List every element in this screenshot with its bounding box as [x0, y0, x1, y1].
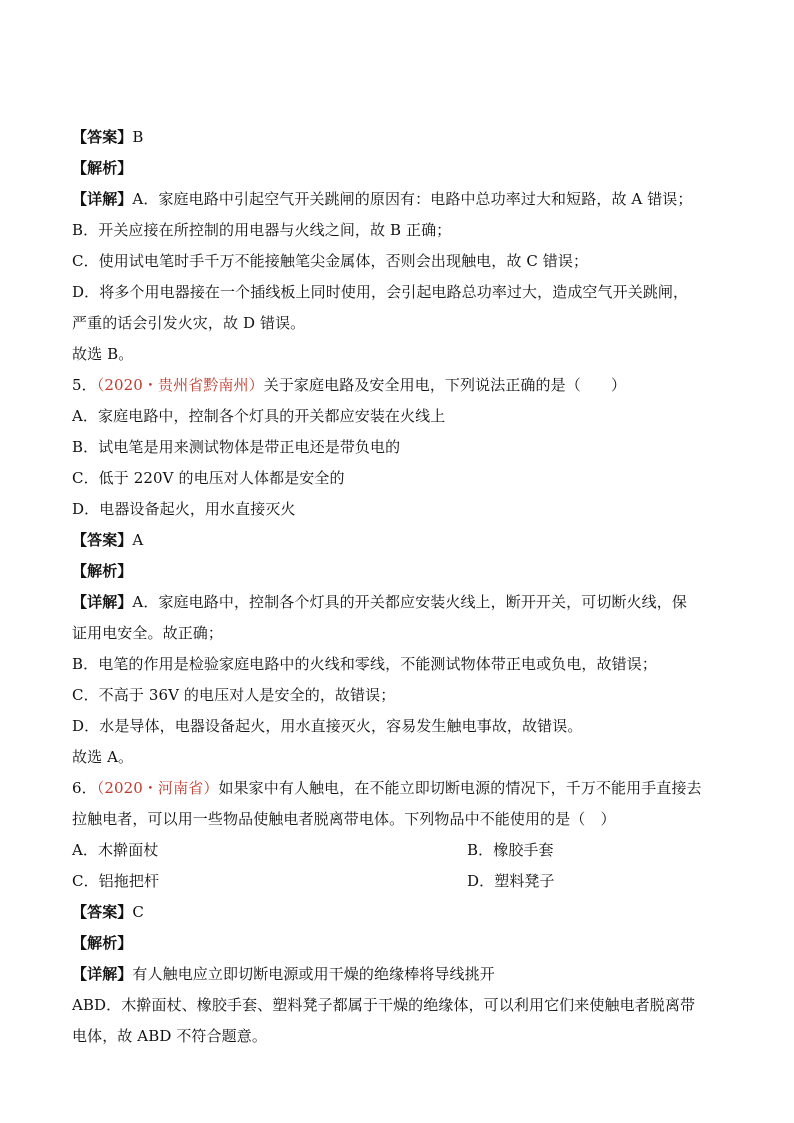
- q5-option-d: D．电器设备起火，用水直接灭火: [72, 500, 296, 518]
- q6-stem: [72, 778, 724, 798]
- q6-option-b: B．橡胶手套: [467, 841, 554, 859]
- answer-label: 【答案】: [72, 128, 133, 146]
- q6-detail-line: 电体，故 ABD 不符合题意。: [72, 1027, 267, 1045]
- q5-detail-line: [72, 592, 724, 612]
- q5-conclusion: 故选 A。: [72, 748, 134, 766]
- detail-text: A．家庭电路中引起空气开关跳闸的原因有：电路中总功率过大和短路，故 A 错误；: [132, 190, 693, 208]
- q4-detail-line: D．将多个用电器接在一个插线板上同时使用，会引起电路总功率过大，造成空气开关跳闸，: [72, 283, 689, 301]
- q5-detail-line: D．水是导体，电器设备起火，用水直接灭火，容易发生触电事故，故错误。: [72, 717, 583, 735]
- detail-text: A．家庭电路中，控制各个灯具的开关都应安装火线上，断开开关，可切断火线，保: [132, 593, 687, 611]
- question-text: 如果家中有人触电，在不能立即切断电源的情况下，千万不能用手直接去: [218, 779, 702, 797]
- q6-options-row-1: [72, 840, 724, 860]
- q6-analysis-label: [72, 933, 724, 953]
- answer-label: 【答案】: [72, 531, 133, 549]
- answer-value: B: [132, 128, 144, 146]
- q4-answer-line: [72, 127, 724, 147]
- q4-detail-line: [72, 189, 724, 209]
- q5-option-b: B．试电笔是用来测试物体是带正电还是带负电的: [72, 438, 401, 456]
- q6-detail-line: [72, 964, 724, 984]
- q6-answer-line: [72, 902, 724, 922]
- q6-option-d: D．塑料凳子: [467, 872, 555, 890]
- answer-label: 【答案】: [72, 903, 133, 921]
- detail-label: 【详解】: [72, 965, 133, 983]
- question-source: （2020・河南省）: [96, 779, 219, 797]
- detail-label: 【详解】: [72, 593, 133, 611]
- q4-detail-line: 严重的话会引发火灾，故 D 错误。: [72, 314, 306, 332]
- q4-detail-line: B．开关应接在所控制的用电器与火线之间，故 B 正确；: [72, 221, 452, 239]
- q5-detail-line: C．不高于 36V 的电压对人是安全的，故错误；: [72, 686, 396, 704]
- q5-analysis-label: [72, 561, 724, 581]
- q5-option-a: A．家庭电路中，控制各个灯具的开关都应安装在火线上: [72, 407, 446, 425]
- q5-stem: [72, 375, 724, 395]
- q6-option-c: C．铝拖把杆: [72, 872, 160, 890]
- q5-detail-line: 证用电安全。故正确；: [72, 624, 224, 642]
- answer-value: A: [132, 531, 144, 549]
- detail-label: 【详解】: [72, 190, 133, 208]
- analysis-label: 【解析】: [72, 159, 133, 177]
- question-number: 5．: [72, 376, 97, 394]
- question-number: 6．: [72, 779, 97, 797]
- analysis-label: 【解析】: [72, 934, 133, 952]
- q6-stem-continued: 拉触电者，可以用一些物品使触电者脱离带电体。下列物品中不能使用的是（ ）: [72, 810, 616, 828]
- q6-detail-line: ABD．木擀面杖、橡胶手套、塑料凳子都属于干燥的绝缘体，可以利用它们来使触电者脱离带: [72, 996, 696, 1014]
- q6-option-a: A．木擀面杖: [72, 841, 159, 859]
- question-source: （2020・贵州省黔南州）: [96, 376, 264, 394]
- q5-option-c: C．低于 220V 的电压对人体都是安全的: [72, 469, 345, 487]
- q5-detail-line: B．电笔的作用是检验家庭电路中的火线和零线，不能测试物体带正电或负电，故错误；: [72, 655, 657, 673]
- q6-options-row-2: [72, 871, 724, 891]
- q4-detail-line: C．使用试电笔时手千万不能接触笔尖金属体，否则会出现触电，故 C 错误；: [72, 252, 589, 270]
- question-text: 关于家庭电路及安全用电，下列说法正确的是（ ）: [263, 376, 627, 394]
- analysis-label: 【解析】: [72, 562, 133, 580]
- q4-analysis-label: [72, 158, 724, 178]
- q5-answer-line: [72, 530, 724, 550]
- detail-text: 有人触电应立即切断电源或用干燥的绝缘棒将导线挑开: [132, 965, 495, 983]
- q4-conclusion: 故选 B。: [72, 345, 134, 363]
- answer-value: C: [132, 903, 144, 921]
